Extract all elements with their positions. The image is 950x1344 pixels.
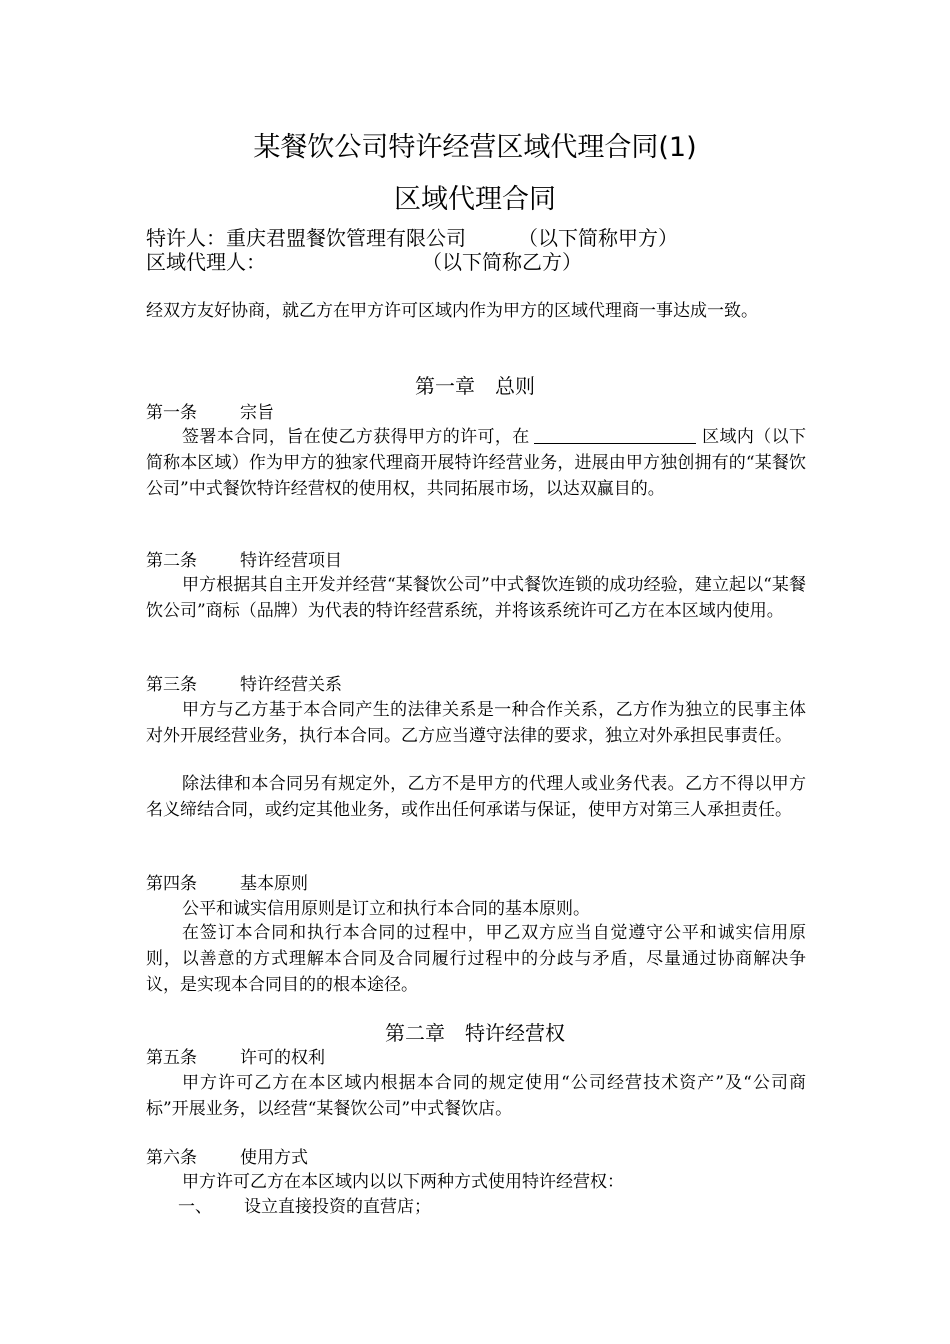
article-number: 第四条 xyxy=(146,874,197,894)
article-title: 基本原则 xyxy=(240,874,308,894)
chapter-2-heading: 第二章 特许经营权 xyxy=(385,1021,565,1045)
article-1-paragraph xyxy=(146,424,806,502)
article-number: 第二条 xyxy=(146,551,197,571)
article-5-heading xyxy=(146,1045,325,1071)
agent-label: 区域代理人： xyxy=(146,250,266,274)
article-number: 第一条 xyxy=(146,403,197,423)
chapter-1-heading: 第一章 总则 xyxy=(415,374,535,398)
article-4-paragraph-2: 在签订本合同和执行本合同的过程中，甲乙双方应当自觉遵守公平和诚实信用原则，以善意的方式理解本合同及合同履行过程中的分歧与矛盾，尽量通过协商解决争议，是实现本合同目的的根本途径。 xyxy=(146,923,806,995)
document-subtitle: 区域代理合同 xyxy=(394,184,556,215)
article-1-heading xyxy=(146,400,274,426)
article-4-heading xyxy=(146,871,308,897)
list-item xyxy=(178,1194,431,1220)
article-title: 使用方式 xyxy=(240,1148,308,1168)
list-item-text: 设立直接投资的直营店； xyxy=(244,1197,431,1217)
article-4-paragraph-1: 公平和诚实信用原则是订立和执行本合同的基本原则。 xyxy=(182,899,590,919)
region-blank-field xyxy=(534,425,696,444)
article-number: 第三条 xyxy=(146,675,197,695)
article-title: 许可的权利 xyxy=(240,1048,325,1068)
document-title: 某餐饮公司特许经营区域代理合同(1) xyxy=(253,132,697,163)
article-3-paragraph-1: 甲方与乙方基于本合同产生的法律关系是一种合作关系，乙方作为独立的民事主体对外开展经营业务，执行本合同。乙方应当遵守法律的要求，独立对外承担民事责任。 xyxy=(146,700,806,746)
agent-abbr: （以下简称乙方） xyxy=(432,250,582,274)
article-2-paragraph: 甲方根据其自主开发并经营“某餐饮公司”中式餐饮连锁的成功经验，建立起以“某餐饮公司”商标（品牌）为代表的特许经营系统，并将该系统许可乙方在本区域内使用。 xyxy=(146,575,806,621)
paragraph-text: 签署本合同，旨在使乙方获得甲方的许可，在 xyxy=(182,427,530,447)
article-number: 第六条 xyxy=(146,1148,197,1168)
paragraph-text: 区域内（以下简称本区域）作为甲方的独家代理商开展特许经营业务，进展由甲方独创拥有的“某餐饮公司”中式餐饮特许经营权的使用权，共同拓展市场，以达双赢目的。 xyxy=(146,427,807,499)
article-5-paragraph: 甲方许可乙方在本区域内根据本合同的规定使用“公司经营技术资产”及“公司商标”开展业务，以经营“某餐饮公司”中式餐饮店。 xyxy=(146,1073,806,1119)
agent-line xyxy=(146,249,582,275)
franchisor-abbr: （以下简称甲方） xyxy=(518,226,678,250)
article-title: 特许经营项目 xyxy=(240,551,342,571)
article-3-heading xyxy=(146,672,342,698)
franchisor-line xyxy=(146,225,678,251)
article-number: 第五条 xyxy=(146,1048,197,1068)
article-title: 宗旨 xyxy=(240,403,274,423)
article-6-heading xyxy=(146,1145,308,1171)
list-item-number: 一、 xyxy=(178,1197,212,1217)
article-3-paragraph-2: 除法律和本合同另有规定外，乙方不是甲方的代理人或业务代表。乙方不得以甲方名义缔结合同，或约定其他业务，或作出任何承诺与保证，使甲方对第三人承担责任。 xyxy=(146,774,806,820)
article-title: 特许经营关系 xyxy=(240,675,342,695)
franchisor-label: 特许人：重庆君盟餐饮管理有限公司 xyxy=(146,226,466,250)
article-6-paragraph: 甲方许可乙方在本区域内以以下两种方式使用特许经营权： xyxy=(182,1172,624,1192)
intro-paragraph: 经双方友好协商，就乙方在甲方许可区域内作为甲方的区域代理商一事达成一致。 xyxy=(146,301,758,321)
article-2-heading xyxy=(146,548,342,574)
